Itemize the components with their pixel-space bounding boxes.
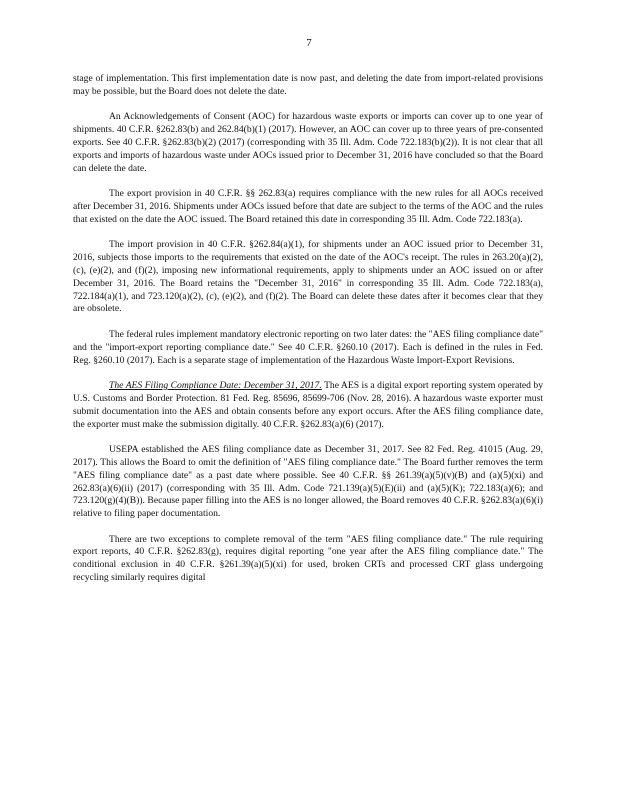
paragraph-6 [73,380,543,431]
paragraph-2: An Acknowledgements of Consent (AOC) for hazardous waste exports or imports can cover up to one year of shipments. 40 C.F.R. §262.83(b) and 262.84(b)(1) (2017). However, an AOC can cover up to three years of pre-consented exports. See 40 C.F.R. §262.83(b)(2) (2017) (corresponding with 35 Ill. Adm. Code 722.183(b)(2)). It is not clear that all exports and imports of hazardous waste under AOCs issued prior to December 31, 2016 have concluded so that the Board can delete the date. [73,111,543,174]
paragraph-6-text: The AES is a digital export reporting system operated by U.S. Customs and Border Protection. 81 Fed. Reg. 85696, 85699-706 (Nov. 28, 2016). A hazardous waste exporter must submit documentation into the AES and obtain consents before any export occurs. After the AES filing compliance date, the exporter must make the submission digitally. 40 C.F.R. §262.83(a)(6) (2017). [73,380,543,430]
paragraph-7: USEPA established the AES filing compliance date as December 31, 2017. See 82 Fed. Reg. 41015 (Aug. 29, 2017). This allows the Board to omit the definition of "AES filing compliance date." The Board further removes the term "AES filing compliance date" as a past date where possible. See 40 C.F.R. §§ 261.39(a)(5)(v)(B) and (a)(5)(xi) and 262.83(a)(6)(ii) (2017) (corresponding with 35 Ill. Adm. Code 721.139(a)(5)(E)(ii) and (a)(5)(K); 722.183(a)(6); and 723.120(g)(4)(B)). Because paper filling into the AES is no longer allowed, the Board removes 40 C.F.R. §262.83(a)(6)(i) relative to filing paper documentation. [73,444,543,520]
paragraph-3: The export provision in 40 C.F.R. §§ 262.83(a) requires compliance with the new rules for all AOCs received after December 31, 2016. Shipments under AOCs issued before that date are subject to the terms of the AOC and the rules that existed on the date the AOC issued. The Board retained this date in corresponding 35 Ill. Adm. Code 722.183(a). [73,188,543,225]
paragraph-4: The import provision in 40 C.F.R. §262.84(a)(1), for shipments under an AOC issued prior to December 31, 2016, subjects those imports to the requirements that existed on the date of the AOC's receipt. The rules in 263.20(a)(2), (c), (e)(2), and (f)(2), imposing new informational requirements, apply to shipments under an AOC issued on or after December 31, 2016. The Board retains the "December 31, 2016" in corresponding 35 Ill. Adm. Code 722.183(a), 722.184(a)(1), and 723.120(a)(2), (c), (e)(2), and (f)(2). The Board can delete these dates after it becomes clear that they are obsolete. [73,239,543,315]
section-heading-aes-date: The AES Filing Compliance Date: December 31, 2017. [109,380,322,392]
page-number: 7 [306,37,312,49]
paragraph-5: The federal rules implement mandatory electronic reporting on two later dates: the "AES filing compliance date" and the "import-export reporting compliance date." See 40 C.F.R. §260.10 (2017). Each is defined in the rules in Fed. Reg. §260.10 (2017). Each is a separate stage of implementation of the Hazardous Waste Import-Export Revisions. [73,328,543,366]
paragraph-8: There are two exceptions to complete removal of the term "AES filing compliance date." The rule requiring export reports, 40 C.F.R. §262.83(g), requires digital reporting "one year after the AES filing compliance date." The conditional exclusion in 40 C.F.R. §261.39(a)(5)(xi) for used, broken CRTs and processed CRT glass undergoing recycling similarly requires digital [73,533,543,584]
document-body [73,73,543,598]
paragraph-1: stage of implementation. This first implementation date is now past, and deleting the date from import-related provisions may be possible, but the Board does not delete the date. [73,73,543,97]
